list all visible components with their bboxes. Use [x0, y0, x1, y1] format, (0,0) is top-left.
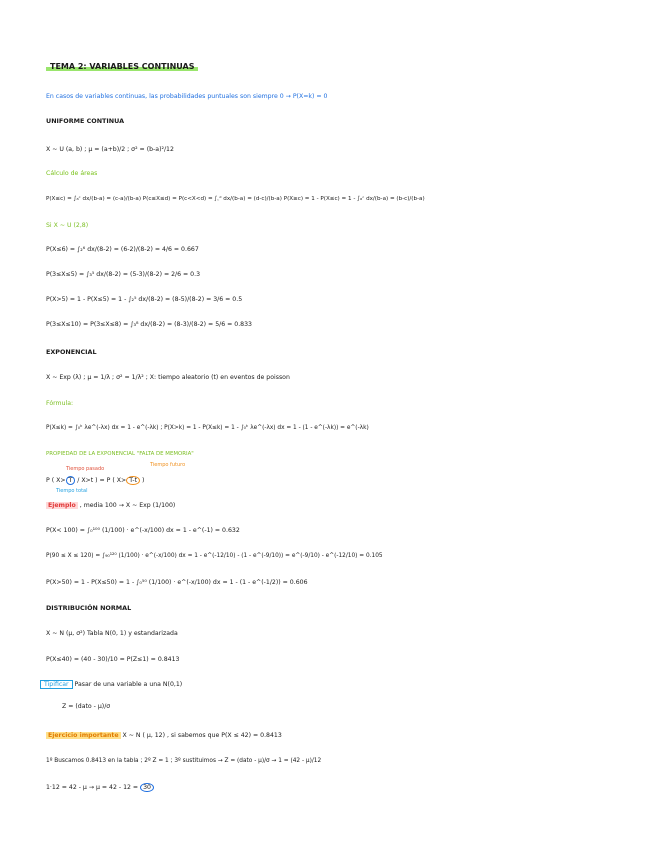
ejemplo-label: Ejemplo: [48, 502, 76, 509]
example-uniforme-head: Si X ~ U (2,8): [46, 222, 89, 229]
falta-memoria-formula: [46, 476, 144, 485]
fm-part-e: ) = P ( X>: [93, 477, 127, 484]
tipificar-desc: Pasar de una variable a una N(0,1): [72, 681, 183, 688]
ejercicio-label: Ejercicio importante: [48, 732, 119, 739]
fm-part-g: ): [140, 477, 145, 484]
uniforme-params: X ~ U (a, b) ; μ = (a+b)/2 ; σ² = (b-a)²/12: [46, 146, 174, 153]
section-uniforme: UNIFORME CONTINUA: [46, 117, 125, 125]
section-normal: DISTRIBUCIÓN NORMAL: [46, 604, 132, 612]
exp-example-3: P(X>50) = 1 - P(X≤50) = 1 - ∫₀⁵⁰ (1/100) · e^(-x/100) dx = 1 - (1 - e^(-1/2)) = 0.606: [46, 579, 308, 586]
fm-future-circle: T-t: [126, 476, 140, 485]
subhead-formula: Fórmula:: [46, 400, 74, 407]
ejercicio-head: [46, 732, 282, 739]
exponencial-params: X ~ Exp (λ) ; μ = 1/λ ; σ² = 1/λ² ; X: tiempo aleatorio (t) en eventos de poisson: [46, 374, 290, 381]
exponencial-ejemplo-head: [46, 502, 175, 509]
ejercicio-answer-circle: 30: [140, 783, 154, 792]
fm-part-c: / X>: [75, 477, 91, 484]
section-exponencial: EXPONENCIAL: [46, 348, 97, 356]
subhead-areas-text: Cálculo de áreas: [46, 170, 98, 177]
tipificar-line: [40, 681, 182, 688]
tipificar-formula: Z = (dato - μ)/σ: [62, 703, 111, 710]
fm-total-circle: T: [66, 476, 76, 485]
uniforme-formulas: P(X≤c) = ∫ₐᶜ dx/(b-a) = (c-a)/(b-a) P(c≤X≤d) = P(c<X<d) = ∫꜀ᵈ dx/(b-a) = (d-c)/(b-a) P(X≥c) = 1 - P(X≤c) = 1 - ∫ₐᶜ dx/(b-a) = (b-c)/(b-a): [46, 196, 425, 202]
normal-params: X ~ N (μ, σ²) Tabla N(0, 1) y estandarizada: [46, 630, 178, 637]
ejercicio-result: [46, 783, 154, 792]
ejercicio-text: X ~ N ( μ, 12) , si sabemos que P(X ≤ 42) = 0.8413: [120, 732, 282, 739]
ejercicio-result-text: 1·12 = 42 - μ → μ = 42 - 12 =: [46, 784, 141, 791]
subhead-areas: [46, 170, 97, 177]
tag-tiempo-pasado: Tiempo pasado: [66, 466, 105, 472]
uniforme-example-2: P(3≤X≤5) = ∫₃⁵ dx/(8-2) = (5-3)/(8-2) = 2/6 = 0.3: [46, 271, 201, 278]
intro-note: En casos de variables continuas, las probabilidades puntuales son siempre 0 → P(X=k) = 0: [46, 93, 328, 100]
uniforme-example-1: P(X≤6) = ∫₂⁶ dx/(8-2) = (6-2)/(8-2) = 4/6 = 0.667: [46, 246, 199, 253]
uniforme-example-4: P(3≤X≤10) = P(3≤X≤8) = ∫₃⁸ dx/(8-2) = (8-3)/(8-2) = 5/6 = 0.833: [46, 321, 252, 328]
fm-part-a: P ( X>: [46, 477, 66, 484]
exp-example-1: P(X< 100) = ∫₀¹⁰⁰ (1/100) · e^(-x/100) dx = 1 - e^(-1) = 0.632: [46, 527, 240, 534]
exponencial-formula: P(X≤k) = ∫₀ᵏ λe^(-λx) dx = 1 - e^(-λk) ; P(X>k) = 1 - P(X≤k) = 1 - ∫₀ᵏ λe^(-λx) dx = 1 - (1 - e^(-λk)) = e^(-λk): [46, 425, 369, 431]
ejemplo-text: , media 100 → X ~ Exp (1/100): [77, 502, 176, 509]
tag-tiempo-total: Tiempo total: [56, 488, 88, 494]
title-text: TEMA 2: VARIABLES CONTINUAS: [46, 62, 198, 71]
subhead-falta-memoria: PROPIEDAD DE LA EXPONENCIAL "FALTA DE MEMORIA": [46, 451, 194, 457]
tag-tiempo-futuro: Tiempo futuro: [150, 462, 186, 468]
tipificar-box: Tipificar: [40, 680, 73, 689]
page-title: [46, 62, 198, 72]
ejercicio-steps: 1º Buscamos 0.8413 en la tabla ; 2º Z = 1 ; 3º sustituimos → Z = (dato - μ)/σ → 1 = (42 - μ)/12: [46, 758, 322, 764]
exp-example-2: P(90 ≤ X ≤ 120) = ∫₉₀¹²⁰ (1/100) · e^(-x/100) dx = 1 - e^(-12/10) - (1 - e^(-9/10)) = e^(-9/10) - e^(-12/10) = 0.105: [46, 553, 383, 559]
fm-past: t: [90, 477, 94, 484]
normal-example: P(X≤40) = (40 - 30)/10 = P(Z≤1) = 0.8413: [46, 656, 180, 663]
uniforme-example-3: P(X>5) = 1 - P(X≤5) = 1 - ∫₂⁵ dx/(8-2) = (8-5)/(8-2) = 3/6 = 0.5: [46, 296, 243, 303]
